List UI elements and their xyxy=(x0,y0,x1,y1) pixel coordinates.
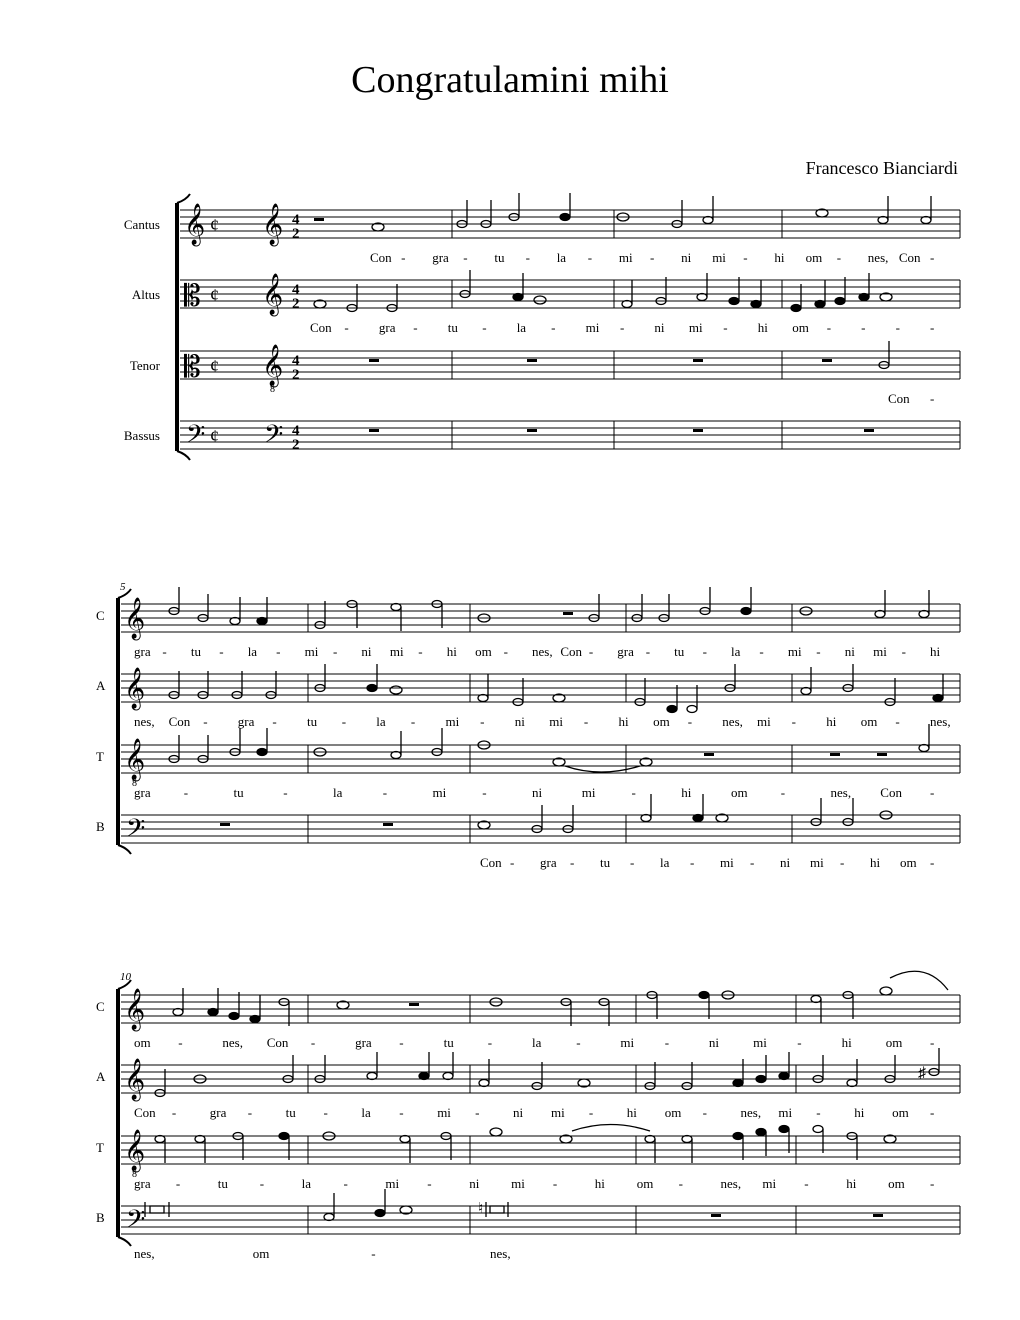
lyric-syllable-cantus: - xyxy=(399,1035,404,1050)
lyric-syllable-altus: mi xyxy=(778,1105,793,1120)
lyric-syllable-altus: - xyxy=(930,320,935,335)
staff-bassus xyxy=(121,1206,960,1234)
lyric-syllable-cantus: tu xyxy=(494,250,505,265)
measure-number: 10 xyxy=(120,971,131,983)
lyric-syllable-altus: - xyxy=(482,320,487,335)
c-clef-icon: 𝄡 xyxy=(184,280,201,313)
lyric-syllable-altus: tu xyxy=(447,320,458,335)
voice-name-cantus: Cantus xyxy=(123,217,160,232)
lyric-syllable-altus: om xyxy=(653,714,670,729)
lyric-syllable-altus: hi xyxy=(757,320,768,335)
lyric-syllable-cantus: mi xyxy=(873,644,887,659)
lyric-syllable-altus: - xyxy=(203,714,208,729)
time-sig-numerator: 4 xyxy=(292,282,300,298)
lyric-syllable-tenor: - xyxy=(183,785,189,800)
lyric-syllable-altus: mi xyxy=(585,320,600,335)
barlines-system-1 xyxy=(452,210,960,449)
voice-abbr-cantus: C xyxy=(96,999,105,1014)
bass-clef-icon: 𝄢 xyxy=(186,421,206,454)
lyric-syllable-tenor: mi xyxy=(581,785,596,800)
lyric-syllable-altus: la xyxy=(376,714,386,729)
lyric-syllable-cantus: - xyxy=(219,644,224,659)
lyric-syllable-cantus: ni xyxy=(681,250,692,265)
lyric-syllable-cantus: - xyxy=(333,644,338,659)
lyric-syllable-cantus: nes, xyxy=(222,1035,243,1050)
lyric-syllable-altus: - xyxy=(410,714,416,729)
lyric-syllable-altus: mi xyxy=(437,1105,451,1120)
lyric-syllable-altus: hi xyxy=(626,1105,637,1120)
time-sig-denominator: 2 xyxy=(292,437,300,453)
notes-system-1 xyxy=(314,193,931,432)
voice-abbr-cantus: C xyxy=(96,608,105,623)
lyric-syllable-altus: - xyxy=(687,714,693,729)
lyric-syllable-cantus: hi xyxy=(446,644,457,659)
lyric-syllable-altus: - xyxy=(826,320,832,335)
voice-name-bassus: Bassus xyxy=(123,428,160,443)
lyric-syllable-cantus: - xyxy=(901,644,906,659)
lyric-syllable-cantus: mi xyxy=(787,644,802,659)
lyric-syllable-altus: - xyxy=(583,714,589,729)
lyric-syllable-tenor: - xyxy=(804,1176,809,1191)
lyric-syllable-tenor: Con xyxy=(880,785,902,800)
lyric-syllable-bassus: om xyxy=(252,1246,270,1261)
lyric-syllable-tenor: tu xyxy=(217,1176,228,1191)
lyric-syllable-cantus: - xyxy=(276,644,281,659)
lyric-syllable-cantus: - xyxy=(759,644,764,659)
cut-time-symbol: ¢ xyxy=(210,285,219,305)
time-sig-denominator: 2 xyxy=(292,367,300,383)
lyric-syllable-cantus: - xyxy=(418,644,423,659)
lyric-syllable-bassus: - xyxy=(510,855,515,870)
lyric-syllable-tenor: - xyxy=(930,391,935,406)
voice-abbr-altus: A xyxy=(96,678,106,693)
lyric-syllable-bassus: - xyxy=(930,855,935,870)
lyric-syllable-bassus: ni xyxy=(780,855,791,870)
lyric-syllable-bassus: gra xyxy=(540,855,557,870)
lyric-syllable-altus: - xyxy=(723,320,728,335)
lyric-syllable-tenor: - xyxy=(930,785,935,800)
treble-clef-icon: 𝄞 xyxy=(262,274,284,314)
lyric-syllable-cantus: mi xyxy=(620,1035,635,1050)
lyric-syllable-altus: - xyxy=(247,1105,253,1120)
lyric-syllable-cantus: - xyxy=(178,1035,183,1050)
lyric-syllable-cantus: Con xyxy=(370,250,392,265)
lyric-syllable-altus: nes, xyxy=(722,714,743,729)
c-clef-icon: 𝄡 xyxy=(184,351,201,384)
composer-name: Francesco Bianciardi xyxy=(805,158,958,178)
lyric-syllable-bassus: mi xyxy=(810,855,824,870)
lyric-syllable-cantus: - xyxy=(743,250,748,265)
lyric-syllable-cantus: - xyxy=(525,250,530,265)
lyric-syllable-cantus: - xyxy=(930,1035,935,1050)
lyric-syllable-cantus: - xyxy=(664,1035,670,1050)
lyric-syllable-cantus: la xyxy=(556,250,567,265)
lyric-syllable-cantus: mi xyxy=(304,644,319,659)
lyric-syllable-tenor: - xyxy=(780,785,786,800)
lyric-syllable-cantus: - xyxy=(702,644,707,659)
lyric-syllable-tenor: la xyxy=(301,1176,311,1191)
lyric-syllable-cantus: - xyxy=(487,1035,493,1050)
voice-name-tenor: Tenor xyxy=(129,358,160,373)
octave-mark: 8 xyxy=(132,1169,137,1180)
voice-abbr-bassus: B xyxy=(96,819,105,834)
lyric-syllable-cantus: - xyxy=(650,250,655,265)
lyric-syllable-bassus: la xyxy=(660,855,670,870)
lyric-syllable-altus: Con xyxy=(310,320,332,335)
lyric-syllable-altus: la xyxy=(361,1105,371,1120)
treble-clef-8-icon: 𝄞 xyxy=(262,345,284,385)
lyric-syllable-altus: mi xyxy=(549,714,564,729)
lyric-syllable-cantus: Con xyxy=(560,644,583,659)
lyric-syllable-cantus: om xyxy=(805,250,823,265)
lyric-syllable-tenor: ni xyxy=(469,1176,480,1191)
bass-clef-icon: 𝄢 xyxy=(264,421,284,454)
lyric-syllable-altus: mi xyxy=(551,1105,565,1120)
lyric-syllable-altus: Con xyxy=(134,1105,156,1120)
lyric-syllable-cantus: ni xyxy=(844,644,855,659)
lyric-syllable-tenor: mi xyxy=(432,785,447,800)
staff-bassus xyxy=(121,815,960,843)
octave-mark: 8 xyxy=(270,384,275,395)
lyric-syllable-tenor: nes, xyxy=(830,785,852,800)
lyric-syllable-altus: hi xyxy=(618,714,629,729)
treble-clef-icon: 𝄞 xyxy=(124,598,146,638)
lyric-syllable-cantus: mi xyxy=(712,250,726,265)
lyric-syllable-cantus: gra xyxy=(134,644,151,659)
lyric-syllable-tenor: om xyxy=(731,785,748,800)
lyric-syllable-bassus: - xyxy=(570,855,575,870)
lyric-syllable-tenor: la xyxy=(333,785,343,800)
lyric-syllable-tenor: nes, xyxy=(720,1176,742,1191)
lyric-syllable-altus: - xyxy=(930,1105,935,1120)
lyric-syllable-bassus: tu xyxy=(600,855,611,870)
lyric-syllable-altus: - xyxy=(323,1105,328,1120)
lyric-syllable-altus: gra xyxy=(237,714,255,729)
measure-number: 5 xyxy=(120,581,126,593)
lyric-syllable-bassus: Con xyxy=(480,855,502,870)
lyric-syllable-altus: nes, xyxy=(740,1105,762,1120)
lyric-syllable-cantus: - xyxy=(503,644,508,659)
lyric-syllable-cantus: Con xyxy=(898,250,921,265)
lyric-syllable-tenor: - xyxy=(175,1176,181,1191)
lyric-syllable-tenor: - xyxy=(259,1176,265,1191)
lyric-syllable-tenor: - xyxy=(930,1176,935,1191)
treble-clef-icon: 𝄞 xyxy=(124,989,146,1029)
staff-tenor xyxy=(121,745,960,773)
lyric-syllable-cantus: - xyxy=(576,1035,581,1050)
lyric-syllable-bassus: nes, xyxy=(134,1246,155,1261)
voice-abbr-altus: A xyxy=(96,1069,106,1084)
time-sig-numerator: 4 xyxy=(292,423,300,439)
lyric-syllable-altus: - xyxy=(895,320,900,335)
lyric-syllable-altus: om xyxy=(664,1105,682,1120)
treble-clef-icon: 𝄞 xyxy=(124,1059,146,1099)
treble-clef-icon: 𝄞 xyxy=(262,204,284,244)
lyric-syllable-cantus: - xyxy=(797,1035,802,1050)
time-sig-numerator: 4 xyxy=(292,353,300,369)
lyric-syllable-altus: - xyxy=(702,1105,707,1120)
staff-cantus xyxy=(121,604,960,632)
lyric-syllable-altus: - xyxy=(895,714,900,729)
lyric-syllable-altus: mi xyxy=(757,714,771,729)
lyric-syllable-tenor: om xyxy=(888,1176,905,1191)
lyric-syllable-cantus: la xyxy=(731,644,741,659)
treble-clef-icon: 𝄞 xyxy=(184,204,206,244)
lyric-syllable-altus: - xyxy=(791,714,796,729)
lyric-syllable-cantus: mi xyxy=(618,250,633,265)
staff-altus xyxy=(121,674,960,702)
lyric-syllable-cantus: - xyxy=(587,250,593,265)
lyric-syllable-cantus: gra xyxy=(432,250,449,265)
lyric-syllable-bassus: - xyxy=(750,855,755,870)
lyric-syllable-altus: nes, xyxy=(930,714,951,729)
lyric-syllable-cantus: - xyxy=(401,250,406,265)
lyric-syllable-altus: - xyxy=(171,1105,177,1120)
lyric-syllable-altus: Con xyxy=(168,714,191,729)
lyric-syllable-altus: - xyxy=(341,714,347,729)
lyric-syllable-altus: - xyxy=(344,320,349,335)
lyric-syllable-altus: om xyxy=(892,1105,909,1120)
lyrics-layer xyxy=(131,250,951,1261)
lyric-syllable-cantus: hi xyxy=(930,644,941,659)
lyric-syllable-cantus: hi xyxy=(841,1035,852,1050)
lyric-syllable-altus: - xyxy=(399,1105,404,1120)
lyric-syllable-tenor: - xyxy=(631,785,636,800)
voice-abbr-tenor: T xyxy=(96,749,104,764)
lyric-syllable-cantus: mi xyxy=(753,1035,767,1050)
cut-time-symbol: ¢ xyxy=(210,426,219,446)
lyric-syllable-tenor: - xyxy=(343,1176,348,1191)
lyric-syllable-cantus: ni xyxy=(708,1035,720,1050)
lyric-syllable-tenor: mi xyxy=(511,1176,525,1191)
voice-abbr-bassus: B xyxy=(96,1210,105,1225)
lyric-syllable-tenor: hi xyxy=(594,1176,605,1191)
lyric-syllable-altus: - xyxy=(588,1105,594,1120)
page-title: Congratulamini mihi xyxy=(351,59,669,101)
lyric-syllable-altus: tu xyxy=(285,1105,296,1120)
lyric-syllable-tenor: hi xyxy=(846,1176,857,1191)
bass-clef-icon: 𝄢 xyxy=(126,1206,146,1239)
lyric-syllable-cantus: la xyxy=(247,644,258,659)
lyric-syllable-cantus: - xyxy=(930,250,935,265)
lyric-syllable-bassus: nes, xyxy=(490,1246,511,1261)
lyric-syllable-tenor: - xyxy=(427,1176,432,1191)
lyric-syllable-altus: - xyxy=(413,320,418,335)
lyric-syllable-altus: gra xyxy=(378,320,396,335)
lyric-syllable-bassus: - xyxy=(630,855,635,870)
lyric-syllable-bassus: mi xyxy=(720,855,734,870)
lyric-syllable-cantus: nes, xyxy=(532,644,553,659)
lyric-syllable-altus: om xyxy=(860,714,878,729)
lyric-syllable-bassus: om xyxy=(900,855,917,870)
lyric-syllable-bassus: - xyxy=(690,855,695,870)
lyric-syllable-altus: ni xyxy=(514,714,525,729)
lyric-syllable-cantus: mi xyxy=(389,644,404,659)
lyric-syllable-tenor: - xyxy=(552,1176,558,1191)
staff-tenor xyxy=(121,1136,960,1164)
time-sig-denominator: 2 xyxy=(292,226,300,242)
lyric-syllable-altus: hi xyxy=(826,714,837,729)
lyric-syllable-tenor: mi xyxy=(385,1176,400,1191)
treble-clef-8-icon: 𝄞 xyxy=(124,739,146,779)
lyric-syllable-cantus: - xyxy=(588,644,594,659)
lyric-syllable-altus: gra xyxy=(209,1105,227,1120)
lyric-syllable-cantus: Con xyxy=(266,1035,289,1050)
lyric-syllable-cantus: nes, xyxy=(867,250,889,265)
lyric-syllable-altus: tu xyxy=(307,714,318,729)
lyric-syllable-altus: nes, xyxy=(134,714,155,729)
lyric-syllable-cantus: gra xyxy=(355,1035,372,1050)
lyric-syllable-altus: ni xyxy=(513,1105,524,1120)
lyric-syllable-tenor: - xyxy=(382,785,388,800)
lyric-syllable-altus: - xyxy=(480,714,485,729)
lyric-syllable-altus: - xyxy=(272,714,277,729)
lyric-syllable-tenor: mi xyxy=(762,1176,777,1191)
lyric-syllable-bassus: - xyxy=(840,855,845,870)
lyric-syllable-altus: mi xyxy=(445,714,460,729)
lyric-syllable-cantus: la xyxy=(532,1035,542,1050)
lyric-syllable-altus: - xyxy=(475,1105,480,1120)
natural-icon: ♮ xyxy=(478,1201,484,1217)
lyric-syllable-cantus: ni xyxy=(361,644,372,659)
lyric-syllable-tenor: gra xyxy=(134,785,151,800)
lyric-syllable-altus: la xyxy=(516,320,527,335)
lyric-syllable-cantus: - xyxy=(836,250,842,265)
lyric-syllable-cantus: - xyxy=(463,250,468,265)
lyric-syllable-altus: mi xyxy=(688,320,703,335)
lyric-syllable-tenor: - xyxy=(482,785,487,800)
lyric-syllable-cantus: gra xyxy=(617,644,634,659)
voice-abbr-tenor: T xyxy=(96,1140,104,1155)
lyric-syllable-tenor: om xyxy=(636,1176,654,1191)
lyric-syllable-cantus: tu xyxy=(674,644,685,659)
lyric-syllable-tenor: ni xyxy=(532,785,543,800)
lyric-syllable-tenor: hi xyxy=(681,785,692,800)
treble-clef-8-icon: 𝄞 xyxy=(124,1130,146,1170)
lyric-syllable-cantus: - xyxy=(645,644,651,659)
lyric-syllable-cantus: - xyxy=(310,1035,316,1050)
lyric-syllable-cantus: om xyxy=(885,1035,903,1050)
time-sig-numerator: 4 xyxy=(292,212,300,228)
lyric-syllable-tenor: gra xyxy=(134,1176,151,1191)
lyric-syllable-cantus: hi xyxy=(774,250,785,265)
time-sig-denominator: 2 xyxy=(292,296,300,312)
lyric-syllable-cantus: om xyxy=(134,1035,151,1050)
lyric-syllable-tenor: Con xyxy=(888,391,910,406)
lyric-syllable-cantus: - xyxy=(816,644,821,659)
octave-mark: 8 xyxy=(132,778,137,789)
lyric-syllable-tenor: tu xyxy=(233,785,244,800)
lyric-syllable-altus: - xyxy=(861,320,866,335)
cut-time-symbol: ¢ xyxy=(210,215,219,235)
voice-name-altus: Altus xyxy=(131,287,160,302)
staff-cantus xyxy=(121,995,960,1023)
lyric-syllable-altus: om xyxy=(792,320,809,335)
lyric-syllable-tenor: - xyxy=(678,1176,683,1191)
lyric-syllable-tenor: - xyxy=(283,785,288,800)
bass-clef-icon: 𝄢 xyxy=(126,815,146,848)
sharp-icon: ♯ xyxy=(918,1065,926,1082)
lyric-syllable-cantus: tu xyxy=(443,1035,454,1050)
cut-time-symbol: ¢ xyxy=(210,356,219,376)
lyric-syllable-altus: - xyxy=(551,320,556,335)
system-1 xyxy=(124,193,960,460)
lyric-syllable-cantus: om xyxy=(475,644,492,659)
lyric-syllable-altus: - xyxy=(816,1105,821,1120)
lyric-syllable-bassus: hi xyxy=(870,855,881,870)
lyric-syllable-bassus: - xyxy=(371,1246,376,1261)
treble-clef-icon: 𝄞 xyxy=(124,668,146,708)
lyric-syllable-altus: - xyxy=(620,320,625,335)
lyric-syllable-cantus: - xyxy=(162,644,167,659)
lyric-syllable-altus: hi xyxy=(854,1105,865,1120)
lyric-syllable-altus: ni xyxy=(654,320,665,335)
lyric-syllable-cantus: tu xyxy=(190,644,202,659)
